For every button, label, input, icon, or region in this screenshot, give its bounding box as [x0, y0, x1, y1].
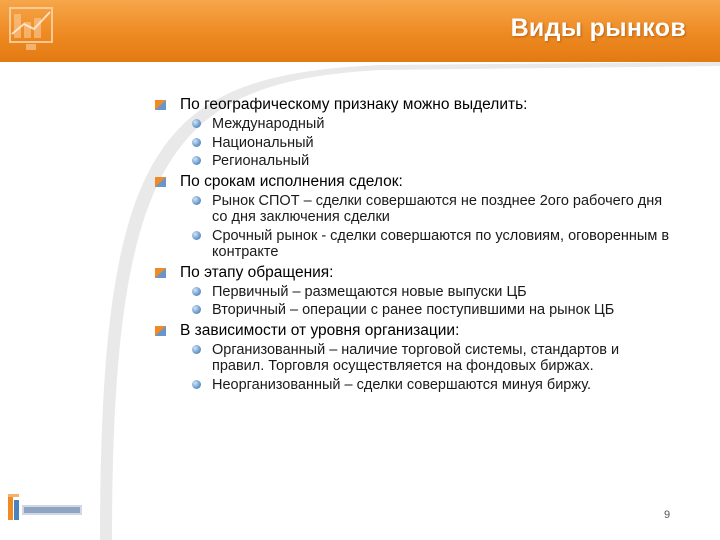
content-list	[155, 96, 675, 396]
list-item: Региональный	[190, 153, 675, 170]
page-number: 9	[664, 509, 671, 521]
list-item: Срочный рынок - сделки совершаются по условиям, оговоренным в контракте	[190, 228, 675, 261]
round-bullet-icon	[192, 380, 201, 389]
section-organization-level	[155, 322, 675, 394]
section-circulation-stage	[155, 264, 675, 319]
round-bullet-icon	[192, 196, 201, 205]
round-bullet-icon	[192, 138, 201, 147]
list-item: Рынок СПОТ – сделки совершаются не позднее 2ого рабочего дня со дня заключения сделки	[190, 193, 675, 226]
round-bullet-icon	[192, 305, 201, 314]
section-execution-term	[155, 173, 675, 261]
section-heading: По этапу обращения:	[155, 264, 675, 282]
round-bullet-icon	[192, 119, 201, 128]
section-heading: По географическому признаку можно выделить:	[155, 96, 675, 114]
square-bullet-icon	[155, 326, 166, 336]
list-item: Международный	[190, 116, 675, 133]
section-geography	[155, 96, 675, 170]
round-bullet-icon	[192, 287, 201, 296]
round-bullet-icon	[192, 156, 201, 165]
list-item: Организованный – наличие торговой системы, стандартов и правил. Торговля осуществляется на фондовых биржах.	[190, 342, 675, 375]
square-bullet-icon	[155, 268, 166, 278]
list-item: Вторичный – операции с ранее поступившими на рынок ЦБ	[190, 302, 675, 319]
list-item: Неорганизованный – сделки совершаются минуя биржу.	[190, 377, 675, 394]
page-title: Виды рынков	[510, 14, 686, 42]
list-item: Национальный	[190, 135, 675, 152]
round-bullet-icon	[192, 231, 201, 240]
square-bullet-icon	[155, 177, 166, 187]
section-heading: В зависимости от уровня организации:	[155, 322, 675, 340]
section-heading: По срокам исполнения сделок:	[155, 173, 675, 191]
list-item: Первичный – размещаются новые выпуски ЦБ	[190, 284, 675, 301]
company-logo-icon	[6, 490, 86, 522]
round-bullet-icon	[192, 345, 201, 354]
square-bullet-icon	[155, 100, 166, 110]
